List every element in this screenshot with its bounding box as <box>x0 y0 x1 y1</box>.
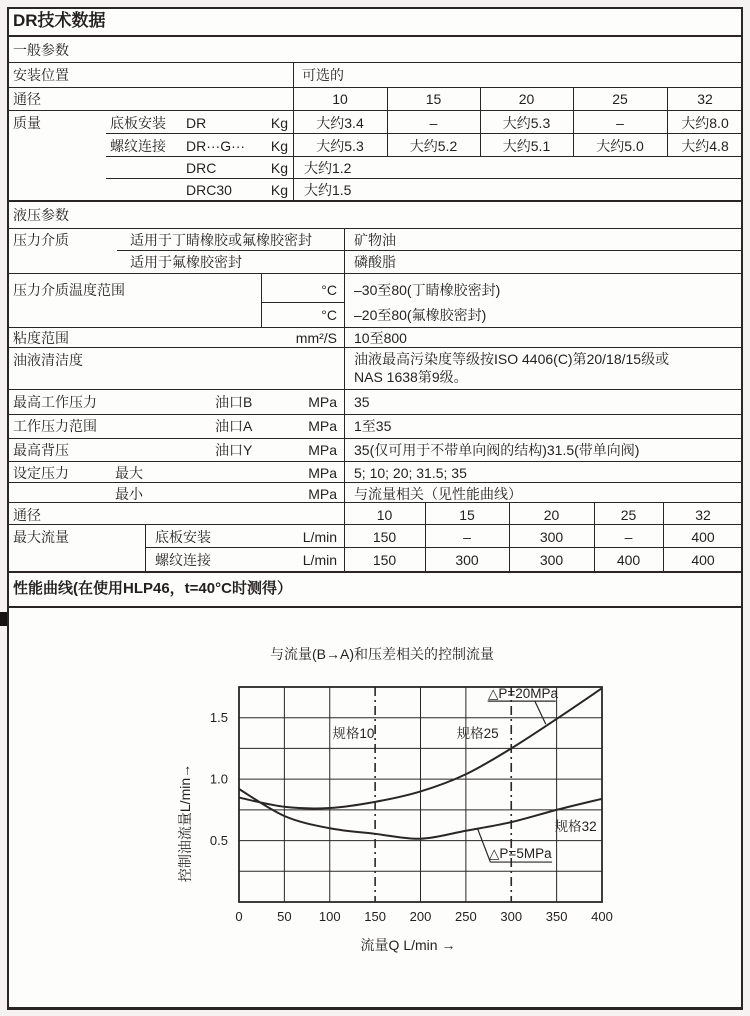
size-col-2: 10 <box>376 507 393 523</box>
mass-model: DR <box>186 115 207 131</box>
flow-sub: 底板安装 <box>155 529 211 545</box>
setting-unit: MPa <box>308 486 337 502</box>
pressure-unit: MPa <box>308 394 337 410</box>
mass-value: 大约1.2 <box>304 160 352 176</box>
setting-unit: MPa <box>308 465 337 481</box>
flow-value: – <box>624 529 633 545</box>
mass-value: – <box>429 115 438 131</box>
pressure-label: 最高工作压力 <box>13 394 97 410</box>
pressure-value: 35(仅可用于不带单向阀的结构)31.5(带单向阀) <box>354 442 640 458</box>
flow-value: 300 <box>539 529 564 545</box>
temp-unit: °C <box>321 307 337 323</box>
mass-label: 质量 <box>13 115 41 131</box>
divider <box>293 62 294 200</box>
temp-label: 压力介质温度范围 <box>13 282 125 298</box>
mass-value: 大约5.3 <box>502 115 551 131</box>
divider <box>7 200 743 202</box>
mass-sub: 底板安装 <box>110 115 166 131</box>
size-col-2: 20 <box>543 507 560 523</box>
size-col: 20 <box>518 91 535 107</box>
flow-sub: 螺纹连接 <box>155 552 211 568</box>
mass-value: 大约4.8 <box>681 138 729 154</box>
viscosity-unit: mm²/S <box>295 330 337 346</box>
divider <box>145 547 741 548</box>
divider <box>344 228 345 571</box>
divider <box>480 87 481 156</box>
divider <box>7 35 743 37</box>
size-label-2: 通径 <box>13 507 41 523</box>
setting-sub: 最大 <box>115 465 143 481</box>
medium-cond: 适用于丁睛橡胶或氟橡胶密封 <box>130 232 312 248</box>
pressure-label: 工作压力范围 <box>13 418 97 434</box>
viscosity-value: 10至800 <box>354 330 407 346</box>
flow-value: 400 <box>616 552 641 568</box>
chart-text: 100 <box>318 909 341 924</box>
mount-label: 安装位置 <box>13 67 69 83</box>
page-title: DR技术数据 <box>13 11 106 30</box>
mount-value: 可选的 <box>302 67 344 83</box>
size-col: 15 <box>425 91 442 107</box>
divider <box>9 87 741 88</box>
pressure-unit: MPa <box>308 418 337 434</box>
divider <box>9 389 741 390</box>
chart-text: 与流量(B→A)和压差相关的控制流量 <box>270 646 494 662</box>
divider <box>663 502 664 571</box>
mass-unit: Kg <box>270 160 288 176</box>
chart-line <box>535 701 546 724</box>
mass-value: 大约1.5 <box>304 182 352 198</box>
divider <box>573 87 574 156</box>
chart-text: 300 <box>500 909 523 924</box>
mass-value: 大约8.0 <box>681 115 729 131</box>
chart-text: △P=5MPa <box>489 846 552 862</box>
cleanliness-line2: NAS 1638第9级。 <box>354 369 468 385</box>
divider <box>9 502 741 503</box>
setting-value: 5; 10; 20; 31.5; 35 <box>354 465 467 481</box>
size-col-2: 32 <box>695 507 711 523</box>
divider <box>667 87 668 156</box>
flow-value: 300 <box>455 552 479 568</box>
setting-sub: 最小 <box>115 486 143 502</box>
pressure-port: 油口B <box>215 394 253 410</box>
flow-value: 300 <box>539 552 564 568</box>
divider <box>9 524 741 525</box>
divider <box>106 133 741 134</box>
chart-text: 250 <box>455 909 477 924</box>
chart-text: 规格25 <box>456 725 499 741</box>
flow-value: 150 <box>372 529 397 545</box>
mass-value: – <box>616 115 624 131</box>
divider <box>7 571 743 573</box>
mass-value: 大约5.0 <box>596 138 644 154</box>
temp-value: –30至80(丁睛橡胶密封) <box>354 282 501 298</box>
mass-model: DR···G··· <box>186 138 246 154</box>
size-col-2: 25 <box>620 507 637 523</box>
chart-text: 50 <box>277 909 292 924</box>
medium-cond: 适用于氟橡胶密封 <box>130 254 242 270</box>
mass-value: 大约5.1 <box>502 138 551 154</box>
mass-model: DRC <box>186 160 217 176</box>
mass-value: 大约5.3 <box>316 138 364 154</box>
pressure-label: 最高背压 <box>13 442 69 458</box>
mass-value: 大约3.4 <box>316 115 364 131</box>
chart-text: 200 <box>409 909 432 924</box>
divider <box>387 87 388 156</box>
mass-unit: Kg <box>270 138 288 154</box>
size-label: 通径 <box>13 91 41 107</box>
medium-value: 磷酸脂 <box>354 254 396 270</box>
divider <box>425 502 426 571</box>
setting-label: 设定压力 <box>13 465 69 481</box>
chart-text: 150 <box>364 909 386 924</box>
pressure-value: 35 <box>354 394 370 410</box>
divider <box>594 502 595 571</box>
divider <box>9 327 741 328</box>
divider <box>261 273 262 327</box>
divider <box>9 273 741 274</box>
viscosity-label: 粘度范围 <box>13 330 69 346</box>
cleanliness-line1: 油液最高污染度等级按ISO 4406(C)第20/18/15级或 <box>354 351 670 367</box>
divider <box>509 502 510 571</box>
divider <box>9 414 741 415</box>
divider <box>145 524 146 571</box>
divider <box>9 482 741 483</box>
divider <box>261 302 344 303</box>
chart-text: 0 <box>235 909 243 924</box>
setting-value: 与流量相关（见性能曲线） <box>354 486 522 502</box>
section-general: 一般参数 <box>13 42 69 58</box>
performance-chart <box>0 600 750 1010</box>
divider <box>9 110 741 111</box>
mass-unit: Kg <box>270 115 288 131</box>
divider <box>9 347 741 348</box>
section-curves: 性能曲线(在使用HLP46，t=40°C时测得） <box>13 580 292 597</box>
divider <box>117 250 741 251</box>
flow-value: 400 <box>691 552 715 568</box>
chart-text: 控制油流量L/min→ <box>177 763 193 883</box>
size-col: 25 <box>612 91 628 107</box>
divider <box>9 228 741 229</box>
chart-text: △P=20MPa <box>488 686 559 702</box>
chart-text: 流量Q L/min → <box>360 937 456 953</box>
chart-text: 规格32 <box>554 818 597 834</box>
medium-label: 压力介质 <box>13 232 69 248</box>
pressure-port: 油口Y <box>215 442 253 458</box>
pressure-port: 油口A <box>215 418 253 434</box>
chart-text: 400 <box>591 909 613 924</box>
flow-unit: L/min <box>302 552 337 568</box>
divider <box>9 62 741 63</box>
mass-unit: Kg <box>270 182 288 198</box>
section-hydraulic: 液压参数 <box>13 207 69 223</box>
temp-value: –20至80(氟橡胶密封) <box>354 307 487 323</box>
size-col: 32 <box>697 91 713 107</box>
divider <box>9 438 741 439</box>
flow-value: – <box>463 529 471 545</box>
medium-value: 矿物油 <box>354 232 396 248</box>
flow-label: 最大流量 <box>13 529 69 545</box>
divider <box>106 178 741 179</box>
mass-value: 大约5.2 <box>409 138 458 154</box>
flow-unit: L/min <box>302 529 337 545</box>
chart-text: 0.5 <box>209 833 228 849</box>
chart-text: 规格10 <box>332 725 375 741</box>
size-col-2: 15 <box>459 507 475 523</box>
chart-text: 1.5 <box>209 710 228 726</box>
mass-model: DRC30 <box>186 182 232 198</box>
divider <box>9 461 741 462</box>
flow-value: 400 <box>691 529 715 545</box>
flow-value: 150 <box>372 552 397 568</box>
pressure-value: 1至35 <box>354 418 392 434</box>
chart-text: 1.0 <box>209 771 228 787</box>
mass-sub: 螺纹连接 <box>110 138 166 154</box>
chart-text: 350 <box>545 909 568 924</box>
cleanliness-label: 油液清洁度 <box>13 352 83 368</box>
pressure-unit: MPa <box>308 442 337 458</box>
size-col: 10 <box>332 91 348 107</box>
temp-unit: °C <box>321 282 337 298</box>
divider <box>106 156 741 157</box>
